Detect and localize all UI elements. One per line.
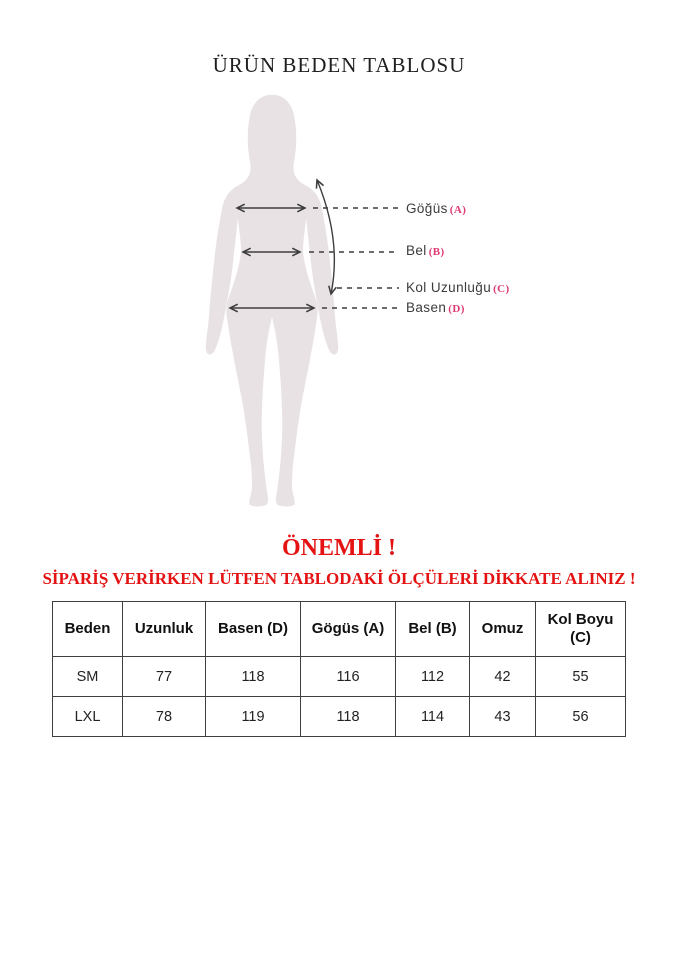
cell-sm-beden: SM xyxy=(53,657,123,697)
label-waist xyxy=(406,243,445,260)
label-arm-length xyxy=(406,280,510,297)
cell-sm-uzunluk: 77 xyxy=(123,657,206,697)
cell-sm-gogus: 116 xyxy=(301,657,396,697)
important-heading: ÖNEMLİ ! xyxy=(282,535,396,561)
body-silhouette-shape xyxy=(206,95,338,507)
cell-lxl-kol-boyu: 56 xyxy=(536,697,626,737)
warning-text: SİPARİŞ VERİRKEN LÜTFEN TABLODAKİ ÖLÇÜLERİ DİKKATE ALINIZ ! xyxy=(42,569,636,588)
label-arm-length-letter: (C) xyxy=(493,283,510,295)
header-gogus: Gögüs (A) xyxy=(301,602,396,657)
label-chest-text: Göğüs xyxy=(406,201,448,216)
table-row-lxl xyxy=(53,697,626,737)
cell-lxl-gogus: 118 xyxy=(301,697,396,737)
header-basen: Basen (D) xyxy=(206,602,301,657)
cell-sm-kol-boyu: 55 xyxy=(536,657,626,697)
size-table-header-row xyxy=(53,602,626,657)
label-waist-letter: (B) xyxy=(428,246,445,258)
cell-lxl-omuz: 43 xyxy=(470,697,536,737)
header-omuz: Omuz xyxy=(470,602,536,657)
cell-lxl-uzunluk: 78 xyxy=(123,697,206,737)
label-hip-letter: (D) xyxy=(448,303,465,315)
cell-lxl-beden: LXL xyxy=(53,697,123,737)
header-beden: Beden xyxy=(53,602,123,657)
label-waist-text: Bel xyxy=(406,243,427,258)
header-bel: Bel (B) xyxy=(396,602,470,657)
cell-lxl-basen: 119 xyxy=(206,697,301,737)
cell-sm-basen: 118 xyxy=(206,657,301,697)
header-uzunluk: Uzunluk xyxy=(123,602,206,657)
page-title: ÜRÜN BEDEN TABLOSU xyxy=(212,53,466,77)
cell-sm-bel: 112 xyxy=(396,657,470,697)
header-kol-boyu: Kol Boyu (C) xyxy=(536,602,626,657)
table-row-sm xyxy=(53,657,626,697)
label-hip xyxy=(406,300,465,317)
cell-sm-omuz: 42 xyxy=(470,657,536,697)
label-arm-length-text: Kol Uzunluğu xyxy=(406,280,492,295)
size-table xyxy=(52,601,626,737)
label-chest-letter: (A) xyxy=(449,204,467,216)
cell-lxl-bel: 114 xyxy=(396,697,470,737)
label-chest xyxy=(406,201,466,218)
label-hip-text: Basen xyxy=(406,300,447,315)
